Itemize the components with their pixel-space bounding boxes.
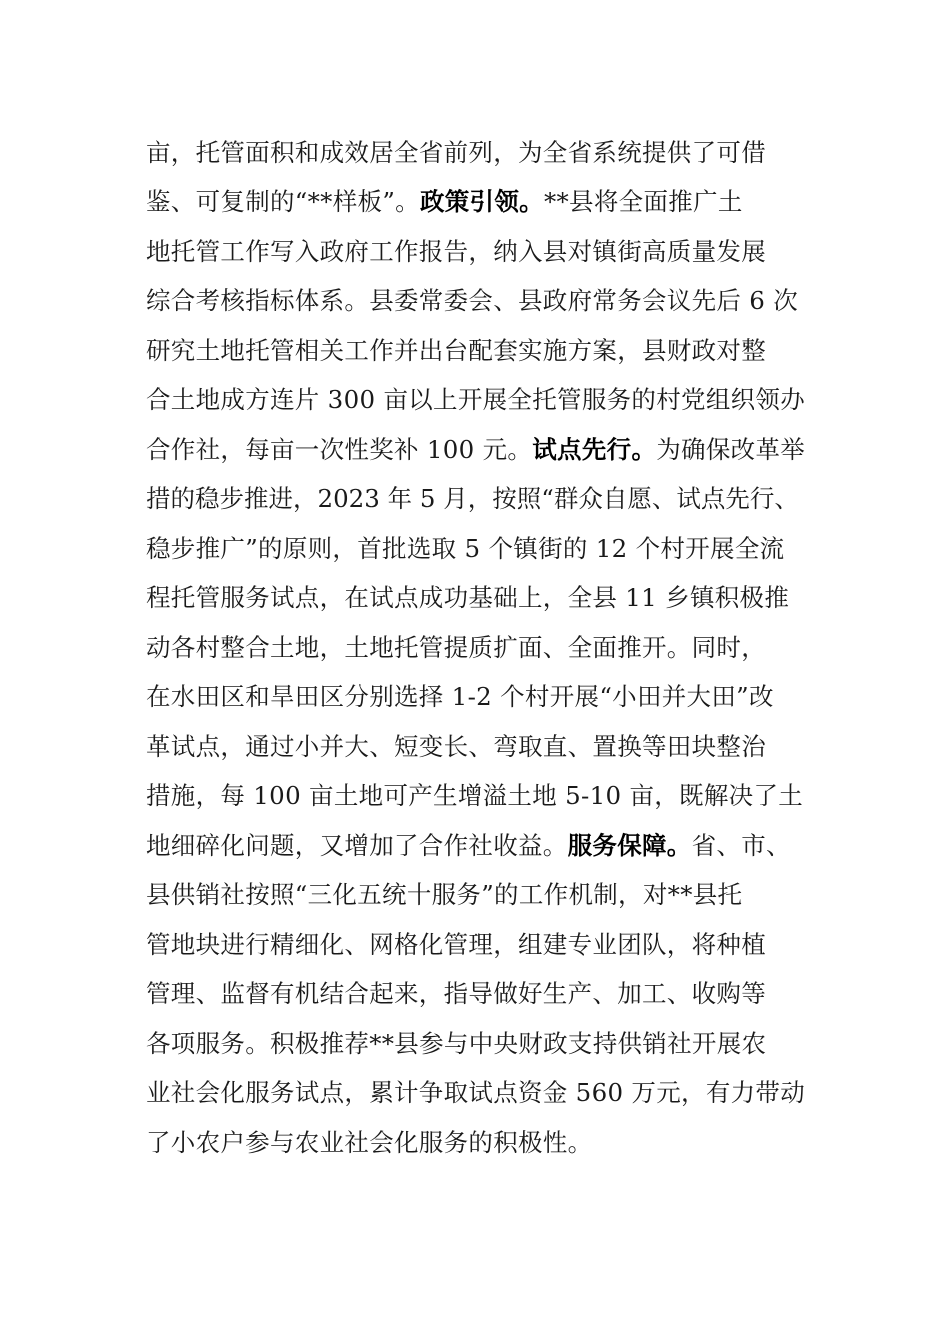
- paragraph-line: [146, 578, 789, 618]
- paragraph-line: [146, 677, 774, 717]
- paragraph-line: [146, 1024, 766, 1064]
- paragraph-line: [146, 133, 766, 173]
- text-run: 在水田区和旱田区分别选择 1-2 个村开展“小田并大田”改: [146, 682, 774, 711]
- paragraph-line: [146, 826, 791, 866]
- text-run: 县供销社按照“三化五统十服务”的工作机制，对**县托: [146, 880, 743, 909]
- text-run: 研究土地托管相关工作并出台配套实施方案，县财政对整: [146, 336, 766, 365]
- text-run: 鉴、可复制的“**样板”。: [146, 187, 420, 216]
- paragraph-line: [146, 776, 803, 816]
- section-heading-policy: 政策引领。: [419, 187, 544, 216]
- paragraph-line: [146, 380, 805, 420]
- paragraph-line: [146, 430, 805, 470]
- paragraph-line: [146, 727, 766, 767]
- text-run: 合土地成方连片 300 亩以上开展全托管服务的村党组织领办: [146, 385, 806, 414]
- text-run: 合作社，每亩一次性奖补 100 元。: [146, 435, 533, 464]
- text-run: 地托管工作写入政府工作报告，纳入县对镇街高质量发展: [146, 237, 766, 266]
- text-run: 业社会化服务试点，累计争取试点资金 560 万元，有力带动: [146, 1078, 806, 1107]
- text-run: 稳步推广”的原则，首批选取 5 个镇街的 12 个村开展全流: [146, 534, 785, 563]
- paragraph-line: [146, 974, 766, 1014]
- paragraph-line: [146, 331, 766, 371]
- text-run: 措施，每 100 亩土地可产生增溢土地 5-10 亩，既解决了土: [146, 781, 804, 810]
- text-run: 措的稳步推进，2023 年 5 月，按照“群众自愿、试点先行、: [146, 484, 799, 513]
- text-run: 了小农户参与农业社会化服务的积极性。: [146, 1128, 593, 1157]
- text-run: 程托管服务试点，在试点成功基础上，全县 11 乡镇积极推: [146, 583, 790, 612]
- text-run: 动各村整合土地，土地托管提质扩面、全面推开。同时，: [146, 633, 766, 662]
- paragraph-line: [146, 182, 743, 222]
- text-run: 省、市、: [691, 831, 791, 860]
- text-run: 管地块进行精细化、网格化管理，组建专业团队，将种植: [146, 930, 766, 959]
- section-heading-service: 服务保障。: [567, 831, 692, 860]
- paragraph-line: [146, 1123, 592, 1163]
- text-run: 亩，托管面积和成效居全省前列，为全省系统提供了可借: [146, 138, 766, 167]
- text-run: 地细碎化问题，又增加了合作社收益。: [146, 831, 568, 860]
- section-heading-pilot: 试点先行。: [532, 435, 657, 464]
- paragraph-line: [146, 529, 784, 569]
- paragraph-line: [146, 479, 799, 519]
- text-run: 管理、监督有机结合起来，指导做好生产、加工、收购等: [146, 979, 766, 1008]
- text-run: 为确保改革举: [656, 435, 806, 464]
- paragraph-line: [146, 628, 766, 668]
- paragraph-line: [146, 925, 766, 965]
- text-run: 革试点，通过小并大、短变长、弯取直、置换等田块整治: [146, 732, 766, 761]
- text-run: 综合考核指标体系。县委常委会、县政府常务会议先后 6 次: [146, 286, 799, 315]
- paragraph-line: [146, 281, 798, 321]
- paragraph-line: [146, 1073, 805, 1113]
- paragraph-line: [146, 232, 766, 272]
- text-run: **县将全面推广土: [543, 187, 743, 216]
- text-run: 各项服务。积极推荐**县参与中央财政支持供销社开展农: [146, 1029, 767, 1058]
- paragraph-line: [146, 875, 742, 915]
